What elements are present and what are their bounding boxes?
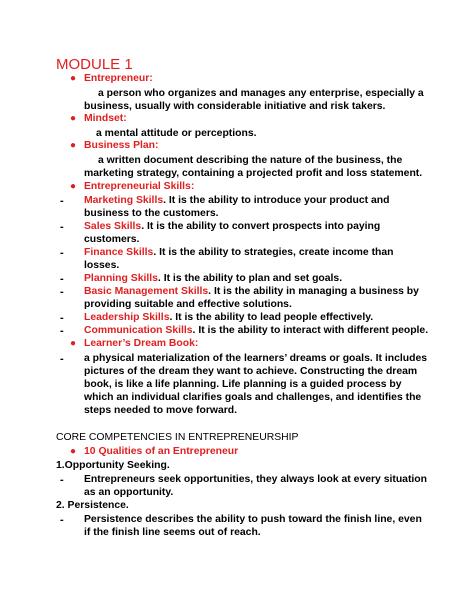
bullet-icon: ● [70, 181, 77, 192]
bullet-icon: ● [70, 73, 77, 84]
dream-book-line: a physical materialization of the learners’ dreams or goals. It includes [84, 353, 428, 364]
skill-basic-management: Basic Management Skills. It is the ability in managing a business by [84, 286, 419, 297]
heading-dream-book: Learner’s Dream Book: [84, 338, 199, 349]
definition-line: business, usually with considerable initiative and risk takers. [84, 101, 386, 112]
dash-marker: - [60, 286, 64, 298]
skill-communication: Communication Skills. It is the ability to interact with different people. [84, 325, 429, 336]
dream-book-line: which an individual clarifies goals and challenges, and identifies the [84, 392, 422, 403]
dash-marker: - [60, 474, 64, 486]
quality-1-title: 1.Opportunity Seeking. [56, 460, 170, 471]
skill-leadership: Leadership Skills. It is the ability to lead people effectively. [84, 312, 374, 323]
term-business-plan: Business Plan: [84, 140, 159, 151]
dream-book-line: steps needed to move forward. [84, 405, 238, 416]
skill-planning: Planning Skills. It is the ability to plan and set goals. [84, 273, 343, 284]
dash-marker: - [60, 353, 64, 365]
core-competencies-heading: CORE COMPETENCIES IN ENTREPRENEURSHIP [56, 432, 299, 443]
quality-1-line: Entrepreneurs seek opportunities, they always look at every situation [84, 474, 427, 485]
dash-marker: - [60, 221, 64, 233]
dash-marker: - [60, 325, 64, 337]
dash-marker: - [60, 273, 64, 285]
heading-entrepreneurial-skills: Entrepreneurial Skills: [84, 181, 195, 192]
definition-line: a written document describing the nature of the business, the [98, 155, 403, 166]
quality-1-line: as an opportunity. [84, 487, 174, 498]
skill-marketing-cont: business to the customers. [84, 208, 219, 219]
bullet-icon: ● [70, 338, 77, 349]
skill-sales-cont: customers. [84, 234, 140, 245]
term-entrepreneur: Entrepreneur: [84, 73, 153, 84]
dash-marker: - [60, 514, 64, 526]
dash-marker: - [60, 247, 64, 259]
skill-finance: Finance Skills. It is the ability to strategies, create income than [84, 247, 394, 258]
definition-line: a mental attitude or perceptions. [96, 128, 257, 139]
quality-2-line: if the finish line seems out of reach. [84, 527, 261, 538]
skill-marketing: Marketing Skills. It is the ability to introduce your product and [84, 195, 390, 206]
module-title: MODULE 1 [56, 56, 133, 73]
bullet-icon: ● [70, 113, 77, 124]
qualities-heading: 10 Qualities of an Entrepreneur [84, 446, 239, 457]
skill-basic-management-cont: providing suitable and effective solutions. [84, 299, 292, 310]
definition-line: marketing strategy, containing a projected profit and loss statement. [84, 168, 423, 179]
quality-2-line: Persistence describes the ability to push toward the finish line, even [84, 514, 422, 525]
definition-line: a person who organizes and manages any enterprise, especially a [98, 88, 424, 99]
dream-book-line: book, is like a life planning. Life planning is a guided process by [84, 379, 402, 390]
dash-marker: - [60, 195, 64, 207]
bullet-icon: ● [70, 140, 77, 151]
dream-book-line: pictures of the dream they want to achieve. Constructing the dream [84, 366, 418, 377]
quality-2-title: 2. Persistence. [56, 500, 129, 511]
skill-finance-cont: losses. [84, 260, 120, 271]
skill-sales: Sales Skills. It is the ability to convert prospects into paying [84, 221, 381, 232]
dash-marker: - [60, 312, 64, 324]
term-mindset: Mindset: [84, 113, 127, 124]
bullet-icon: ● [70, 446, 77, 457]
